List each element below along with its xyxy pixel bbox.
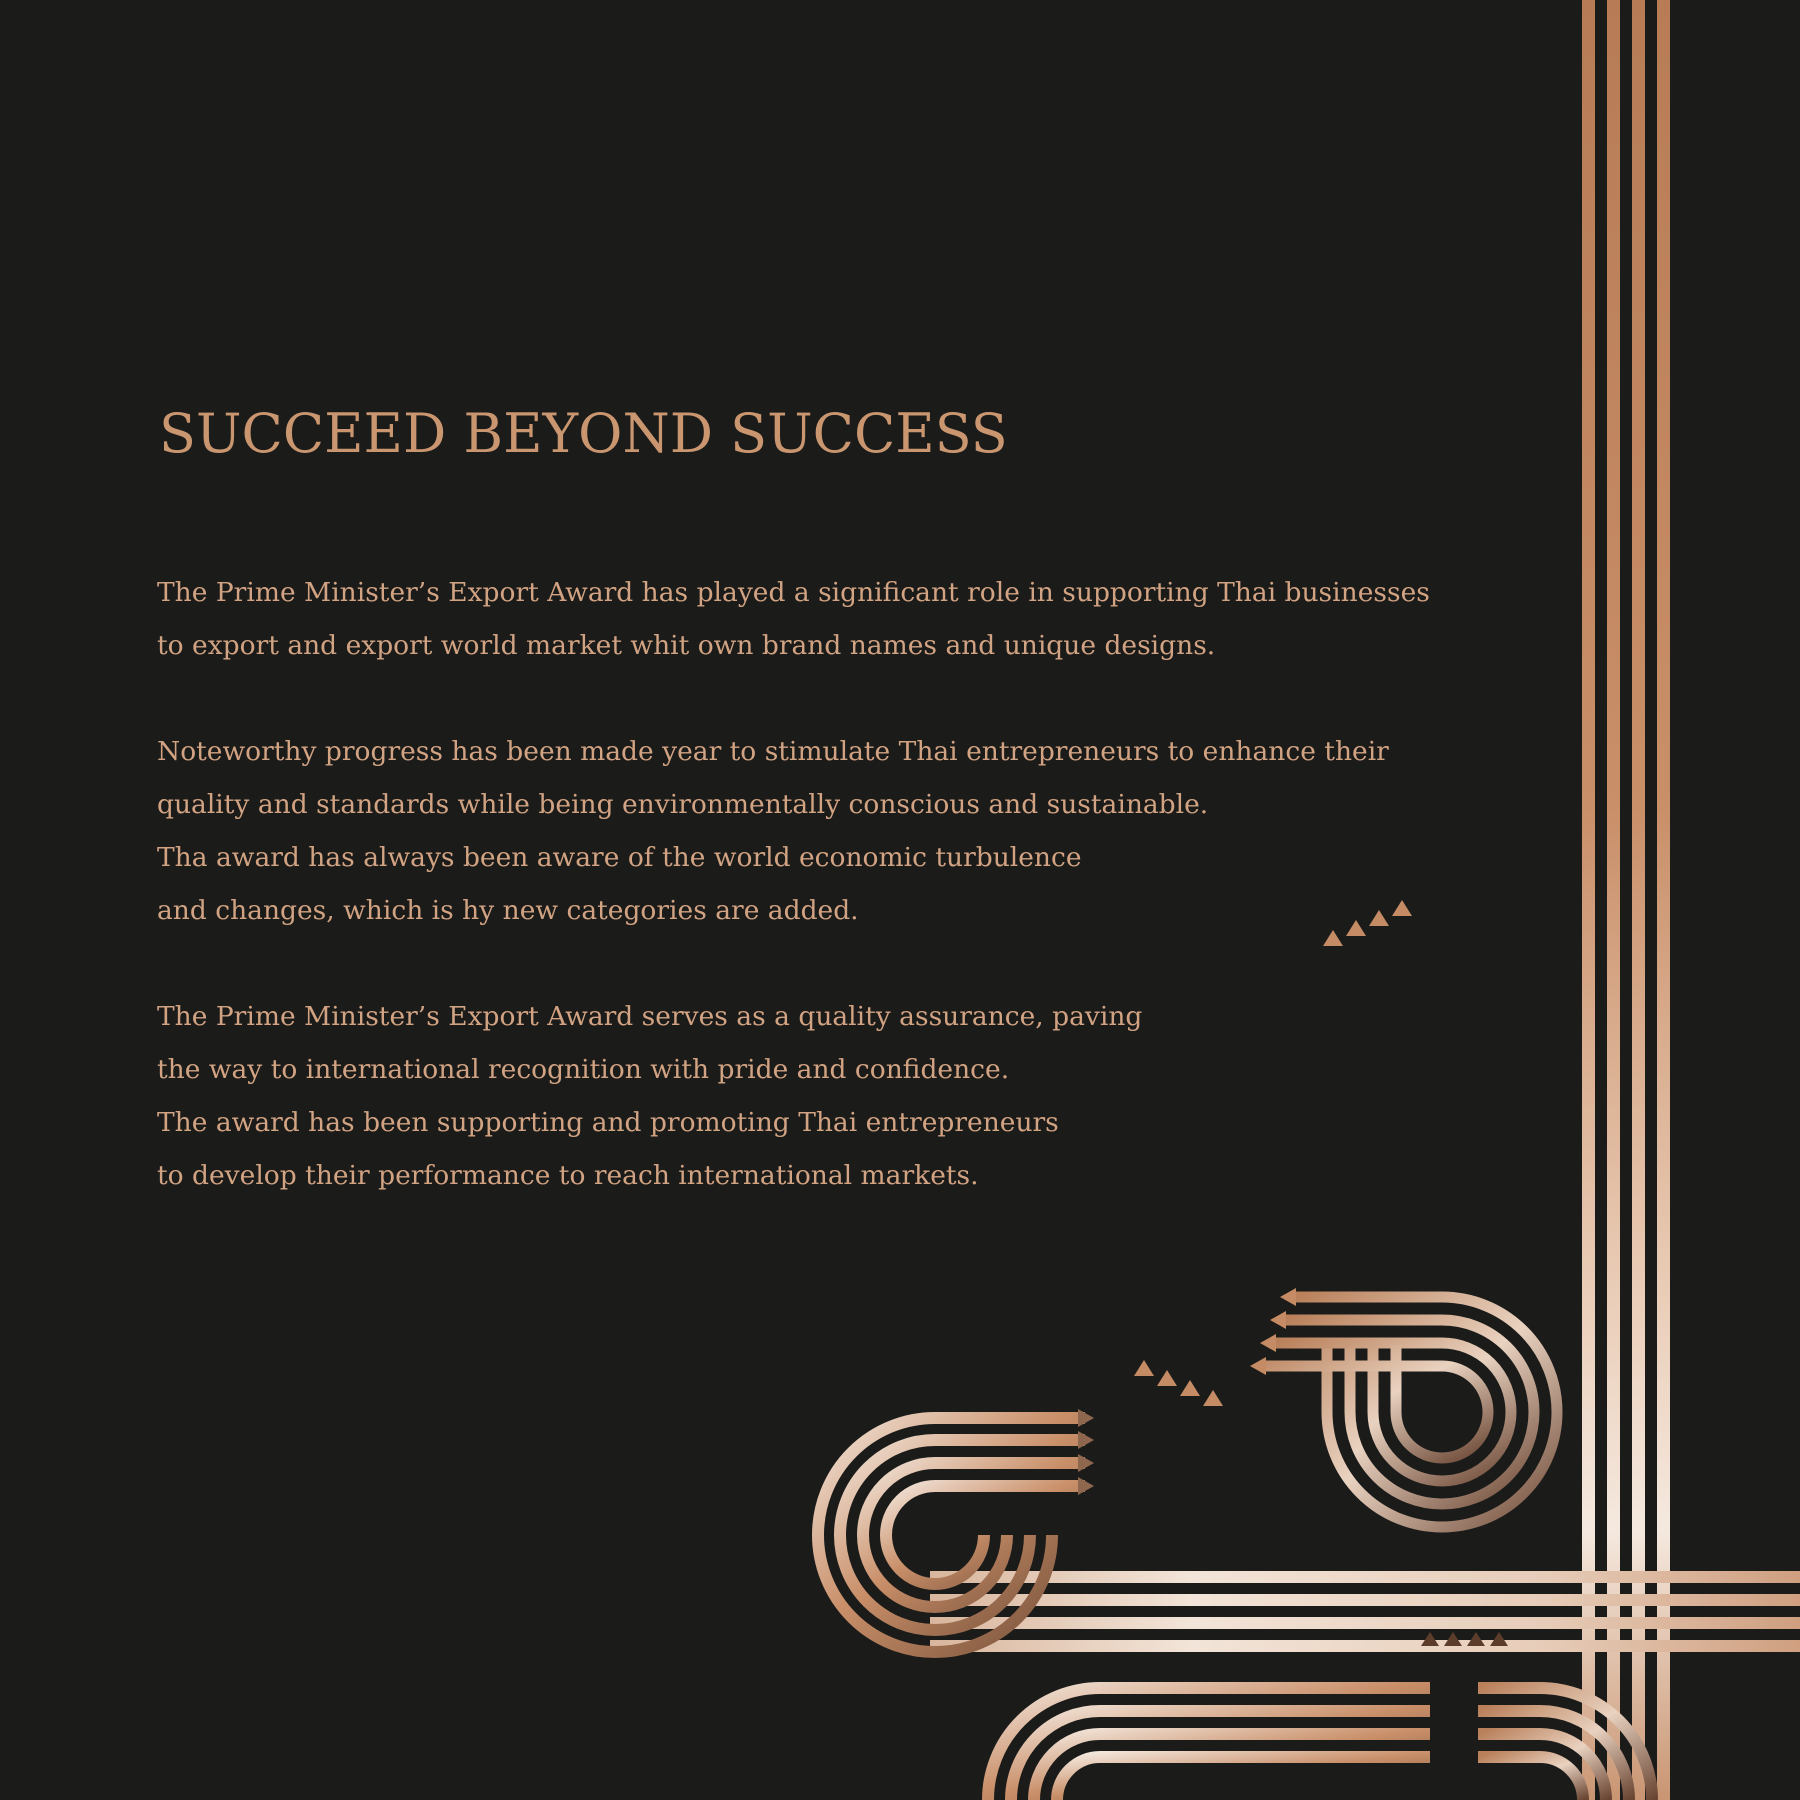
paragraph-line: Noteworthy progress has been made year to stimulate Thai entrepreneurs to enhance their xyxy=(157,736,1389,767)
paragraph-line: to export and export world market whit own brand names and unique designs. xyxy=(157,630,1216,661)
paragraph-line: and changes, which is hy new categories are added. xyxy=(157,895,859,926)
paragraph-line: quality and standards while being environmentally conscious and sustainable. xyxy=(157,789,1209,820)
left-spiral-right-arrowheads xyxy=(1078,1409,1094,1495)
paragraph-line: The Prime Minister’s Export Award has played a significant role in supporting Thai businesses xyxy=(157,577,1430,608)
paragraph-line: The Prime Minister’s Export Award serves as a quality assurance, paving xyxy=(157,1001,1143,1032)
paragraph-line: the way to international recognition with pride and confidence. xyxy=(157,1054,1010,1085)
paragraph-3 xyxy=(157,990,1457,1202)
paragraph-line: The award has been supporting and promoting Thai entrepreneurs xyxy=(157,1107,1059,1138)
body-text xyxy=(157,566,1457,1255)
paragraph-line: to develop their performance to reach international markets. xyxy=(157,1160,979,1191)
left-spiral-lines xyxy=(818,1418,1085,1652)
page-title: SUCCEED BEYOND SUCCESS xyxy=(159,402,1008,465)
paragraph-line: Tha award has always been aware of the world economic turbulence xyxy=(157,842,1082,873)
right-vertical-lines xyxy=(1582,0,1670,1800)
bottom-dark-up-arrows xyxy=(1430,1645,1499,1800)
paragraph-2 xyxy=(157,725,1457,937)
upper-hook-lines xyxy=(1265,1297,1557,1527)
paragraph-1 xyxy=(157,566,1457,672)
